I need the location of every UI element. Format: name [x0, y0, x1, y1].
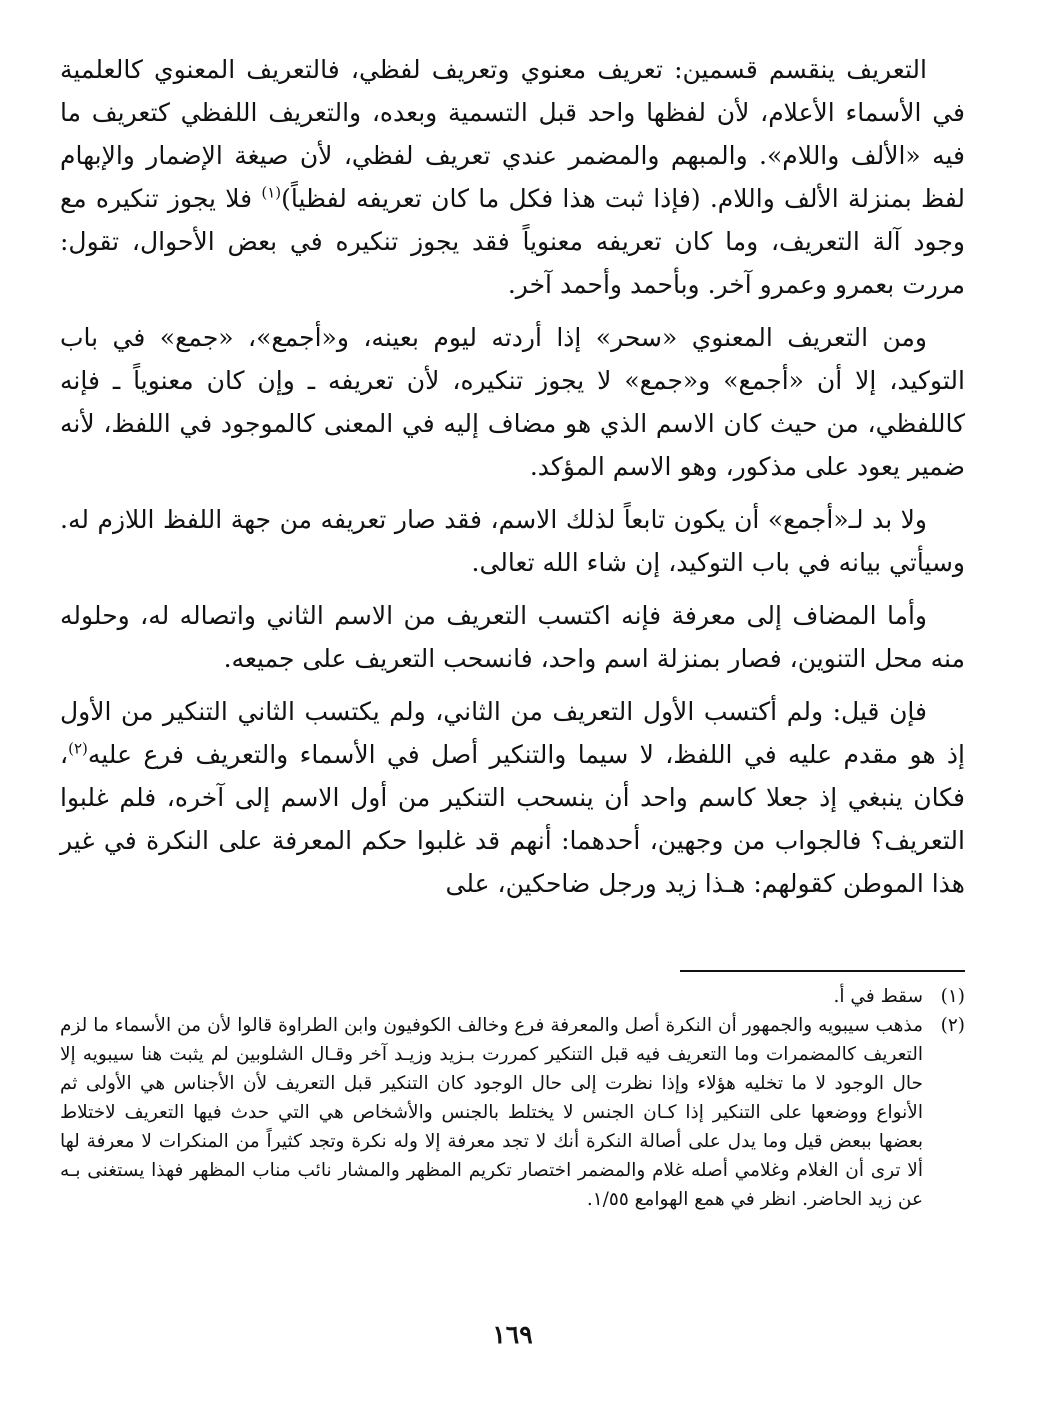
book-page — [60, 48, 965, 1388]
footnote-ref-2[interactable]: (٢) — [68, 739, 88, 758]
footnote-1-text: سقط في أ. — [833, 986, 923, 1007]
paragraph-1 — [60, 48, 965, 306]
footnote-2 — [60, 1011, 965, 1214]
paragraph-4: وأما المضاف إلى معرفة فإنه اكتسب التعريف من الاسم الثاني واتصاله له، وحلوله منه محل التنوين، فصار بمنزلة اسم واحد، فانسحب التعريف على جميعه. — [60, 601, 965, 673]
footnote-1 — [60, 982, 965, 1011]
main-text — [60, 48, 965, 905]
paragraph-1-part-1: التعريف ينقسم قسمين: تعريف معنوي وتعريف لفظي، فالتعريف المعنوي كالعلمية في الأسماء الأعلام، لأن لفظها واحد قبل التسمية وبعده، والتعريف اللفظي كتعريف ما فيه «الألف واللام». والمبهم والمضمر عندي تعريف لفظي، لأن صيغة الإضمار والإبهام لفظ بمنزلة الألف واللام. (فإذا ثبت هذا فكل ما كان تعريفه لفظياً) — [60, 55, 965, 213]
footnote-1-number: (١) — [940, 986, 965, 1007]
footnotes — [60, 982, 965, 1214]
page-number: ١٦٩ — [492, 1320, 533, 1349]
footnote-2-number: (٢) — [940, 1015, 965, 1036]
paragraph-2: ومن التعريف المعنوي «سحر» إذا أردته ليوم بعينه، و«أجمع»، «جمع» في باب التوكيد، إلا أن «أجمع» و«جمع» لا يجوز تنكيره، لأن تعريفه ـ وإن كان معنوياً ـ فإنه كاللفظي، من حيث كان الاسم الذي هو مضاف إليه في المعنى كالموجود في اللفظ، لأنه ضمير يعود على مذكور، وهو الاسم المؤكد. — [60, 323, 965, 481]
paragraph-5-part-2: ، فكان ينبغي إذ جعلا كاسم واحد أن ينسحب التنكير من أول الاسم إلى آخره، فلم غلبوا التعريف؟ فالجواب من وجهين، أحدهما: أنهم قد غلبوا حكم المعرفة على النكرة في غير هذا الموطن كقولهم: هـذا زيد ورجل ضاحكين، على — [60, 740, 965, 898]
paragraph-3: ولا بد لـ«أجمع» أن يكون تابعاً لذلك الاسم، فقد صار تعريفه من جهة اللفظ اللازم له. وسيأتي بيانه في باب التوكيد، إن شاء الله تعالى. — [60, 505, 965, 577]
paragraph-5 — [60, 690, 965, 905]
paragraph-5-part-1: فإن قيل: ولم أكتسب الأول التعريف من الثاني، ولم يكتسب الثاني التنكير من الأول إذ هو مقدم عليه في اللفظ، لا سيما والتنكير أصل في الأسماء والتعريف فرع عليه — [60, 697, 965, 769]
footnote-2-text: مذهب سيبويه والجمهور أن النكرة أصل والمعرفة فرع وخالف الكوفيون وابن الطراوة قالوا لأن من الأسماء ما لزم التعريف كالمضمرات وما التعريف فيه قبل التنكير كمررت بـزيد وزيـد آخر وقـال الشلوبين لم يثبت هنا سيبويه إلا حال الوجود لا ما تخليه هؤلاء وإذا نظرت إلى حال الوجود كان التنكير قبل التعريف لأن الأجناس هي الأولى ثم الأنواع ووضعها على التنكير إذا كـان الجنس لا يختلط بالجنس والأشخاص هي التي حدث فيها التعريف لاختلاط بعضها ببعض قيل وما يدل على أصالة النكرة أنك لا تجد معرفة إلا وله نكرة وتجد كثيراً من المنكرات لا معرفة لها ألا ترى أن الغلام وغلامي أصله غلام والمضمر اختصار تكريم المظهر والمشار نائب مناب المظهر فهذا يستغنى بـه عن زيد الحاضر. انظر في همع الهوامع ١/٥٥. — [60, 1015, 923, 1210]
footnote-divider — [680, 970, 965, 972]
paragraph-1-part-2: فلا يجوز تنكيره مع وجود آلة التعريف، وما كان تعريفه معنوياً فقد يجوز تنكيره في بعض الأحوال، تقول: مررت بعمرو وعمرو آخر. وبأحمد وأحمد آخر. — [60, 184, 965, 299]
footnote-ref-1[interactable]: (١) — [261, 183, 282, 202]
